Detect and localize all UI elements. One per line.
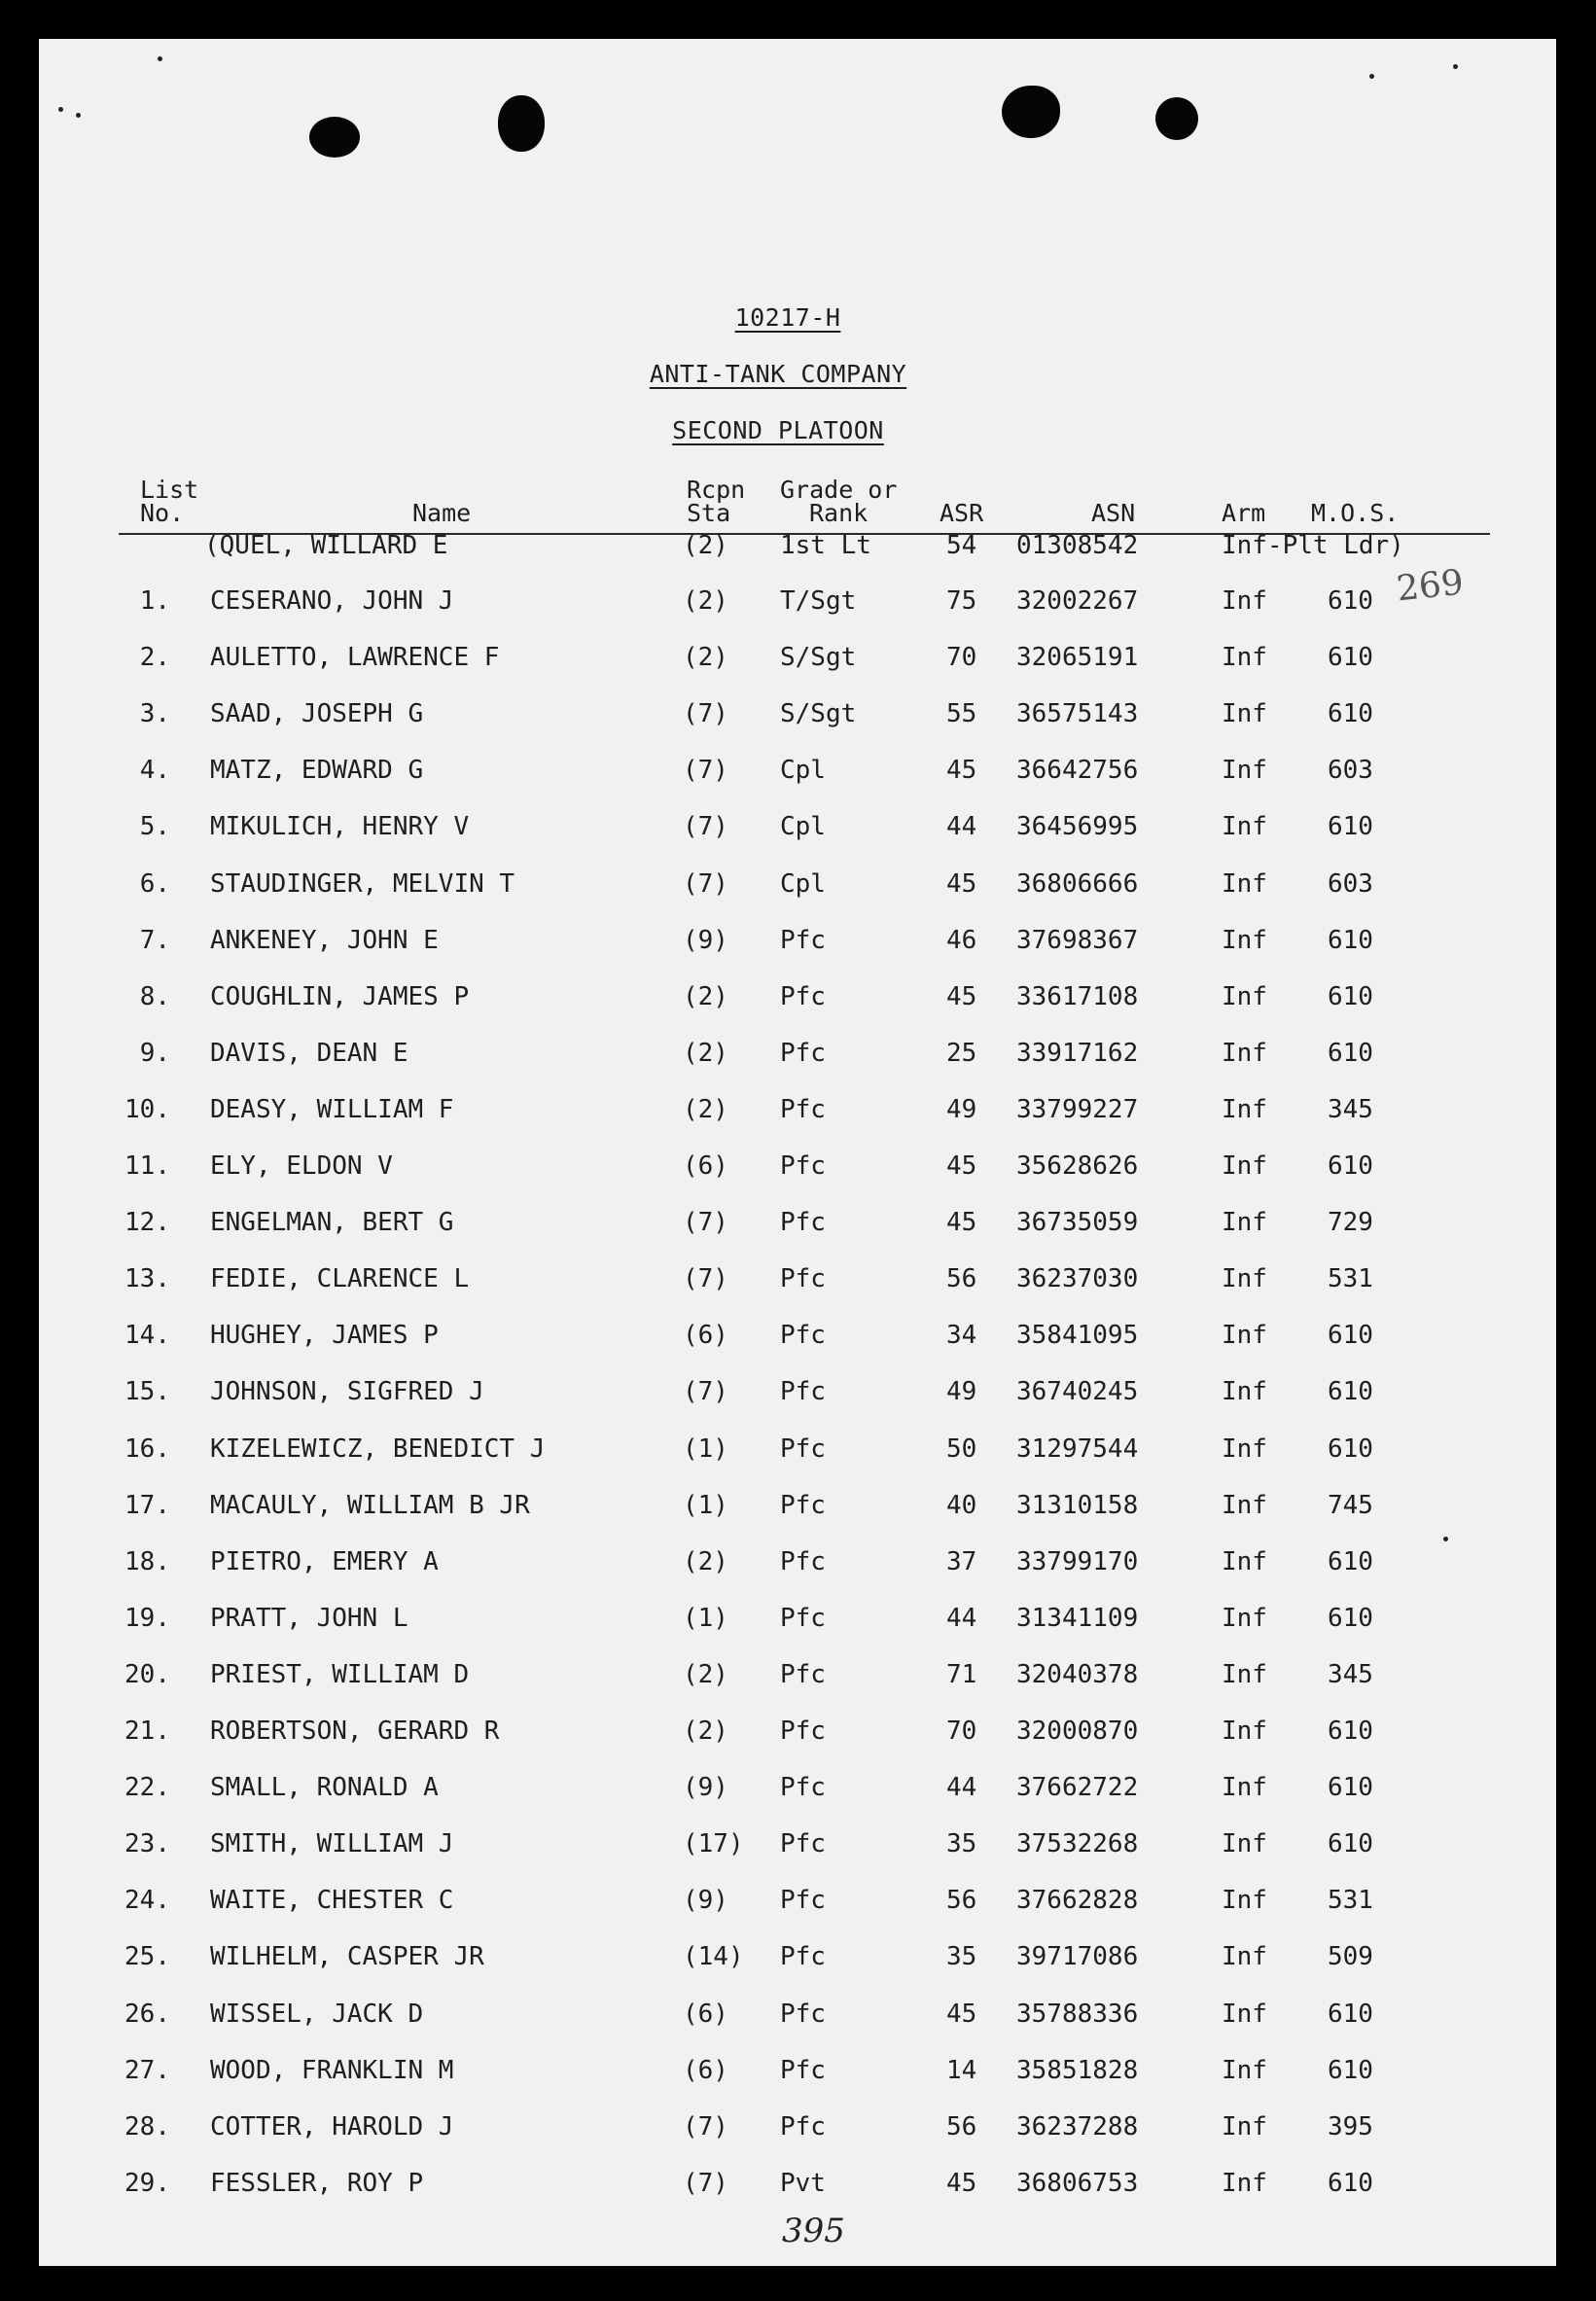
- table-row: [39, 2056, 1556, 2101]
- asr-score: 46: [946, 925, 977, 955]
- reception-station: (6): [683, 1999, 728, 2029]
- row-number: 7.: [139, 925, 170, 955]
- mos-code: 610: [1328, 643, 1373, 673]
- table-row: [39, 1829, 1556, 1874]
- table-row: [39, 586, 1556, 631]
- soldier-name: STAUDINGER, MELVIN T: [210, 868, 515, 899]
- asr-score: 45: [946, 756, 977, 786]
- soldier-name: MACAULY, WILLIAM B JR: [210, 1490, 530, 1520]
- soldier-name: JOHNSON, SIGFRED J: [210, 1377, 484, 1407]
- soldier-name: CESERANO, JOHN J: [210, 586, 454, 616]
- soldier-name: SMITH, WILLIAM J: [210, 1829, 454, 1859]
- table-row: [39, 1660, 1556, 1705]
- grade-rank: Pfc: [780, 1546, 826, 1576]
- asr-score: 50: [946, 1434, 977, 1464]
- army-serial-number: 33799227: [1016, 1094, 1139, 1124]
- row-number: 29.: [124, 2168, 170, 2198]
- mos-code: 610: [1328, 1717, 1373, 1746]
- row-number: 2.: [139, 643, 170, 673]
- column-header-asn: ASN: [1091, 499, 1136, 527]
- arm-of-service: Inf: [1222, 1321, 1267, 1351]
- asr-score: 37: [946, 1546, 977, 1576]
- grade-rank: Pfc: [780, 925, 826, 955]
- army-serial-number: 36735059: [1016, 1208, 1139, 1238]
- mos-code: 610: [1328, 925, 1373, 955]
- army-serial-number: 36806666: [1016, 868, 1139, 899]
- grade-rank: Pfc: [780, 1603, 826, 1633]
- grade-rank: Pfc: [780, 1434, 826, 1464]
- arm-of-service: Inf: [1222, 1094, 1267, 1124]
- asr-score: 70: [946, 1717, 977, 1746]
- soldier-name: PIETRO, EMERY A: [210, 1546, 439, 1576]
- row-number: 28.: [124, 2111, 170, 2142]
- soldier-name: SAAD, JOSEPH G: [210, 699, 424, 729]
- grade-rank: Cpl: [780, 868, 826, 899]
- soldier-name: HUGHEY, JAMES P: [210, 1321, 439, 1351]
- row-number: 3.: [139, 699, 170, 729]
- officer-name: (QUEL, WILLARD E: [204, 531, 448, 560]
- reception-station: (2): [683, 1038, 728, 1068]
- row-number: 19.: [124, 1603, 170, 1633]
- officer-asn: 01308542: [1016, 531, 1139, 560]
- mos-code: 345: [1328, 1659, 1373, 1689]
- arm-of-service: Inf: [1222, 756, 1267, 786]
- row-number: 9.: [139, 1038, 170, 1068]
- reception-station: (9): [683, 1886, 728, 1916]
- reception-station: (7): [683, 812, 728, 842]
- table-row: [39, 1886, 1556, 1930]
- army-serial-number: 36740245: [1016, 1377, 1139, 1407]
- row-number: 22.: [124, 1773, 170, 1803]
- row-number: 10.: [124, 1094, 170, 1124]
- soldier-name: ELY, ELDON V: [210, 1151, 393, 1181]
- arm-of-service: Inf: [1222, 2055, 1267, 2085]
- army-serial-number: 31297544: [1016, 1434, 1139, 1464]
- asr-score: 35: [946, 1829, 977, 1859]
- row-number: 11.: [124, 1151, 170, 1181]
- arm-of-service: Inf: [1222, 643, 1267, 673]
- row-number: 4.: [139, 756, 170, 786]
- table-row: [39, 1717, 1556, 1761]
- army-serial-number: 31310158: [1016, 1490, 1139, 1520]
- table-row: [39, 926, 1556, 971]
- reception-station: (2): [683, 1546, 728, 1576]
- army-serial-number: 35628626: [1016, 1151, 1139, 1181]
- arm-of-service: Inf: [1222, 2111, 1267, 2142]
- soldier-name: WAITE, CHESTER C: [210, 1886, 454, 1916]
- table-row: [39, 1491, 1556, 1536]
- reception-station: (7): [683, 1264, 728, 1294]
- soldier-name: WILHELM, CASPER JR: [210, 1942, 484, 1972]
- table-row: [39, 1434, 1556, 1479]
- row-number: 26.: [124, 1999, 170, 2029]
- army-serial-number: 36456995: [1016, 812, 1139, 842]
- reception-station: (2): [683, 643, 728, 673]
- reception-station: (9): [683, 1773, 728, 1803]
- soldier-name: PRIEST, WILLIAM D: [210, 1659, 470, 1689]
- soldier-name: KIZELEWICZ, BENEDICT J: [210, 1434, 546, 1464]
- reception-station: (1): [683, 1434, 728, 1464]
- arm-of-service: Inf: [1222, 1659, 1267, 1689]
- reception-station: (7): [683, 2168, 728, 2198]
- officer-station: (2): [683, 531, 728, 560]
- mos-code: 610: [1328, 699, 1373, 729]
- army-serial-number: 36642756: [1016, 756, 1139, 786]
- army-serial-number: 35788336: [1016, 1999, 1139, 2029]
- asr-score: 70: [946, 643, 977, 673]
- army-serial-number: 36237288: [1016, 2111, 1139, 2142]
- asr-score: 35: [946, 1942, 977, 1972]
- row-number: 21.: [124, 1717, 170, 1746]
- reception-station: (7): [683, 699, 728, 729]
- mos-code: 610: [1328, 1829, 1373, 1859]
- grade-rank: Pvt: [780, 2168, 826, 2198]
- document-page: [39, 39, 1556, 2266]
- reception-station: (7): [683, 756, 728, 786]
- asr-score: 56: [946, 1886, 977, 1916]
- row-number: 23.: [124, 1829, 170, 1859]
- army-serial-number: 39717086: [1016, 1942, 1139, 1972]
- asr-score: 56: [946, 2111, 977, 2142]
- arm-of-service: Inf: [1222, 1208, 1267, 1238]
- table-row: [39, 1208, 1556, 1253]
- army-serial-number: 31341109: [1016, 1603, 1139, 1633]
- arm-of-service: Inf: [1222, 1829, 1267, 1859]
- asr-score: 25: [946, 1038, 977, 1068]
- reception-station: (7): [683, 1377, 728, 1407]
- arm-of-service: Inf: [1222, 1942, 1267, 1972]
- row-number: 6.: [139, 868, 170, 899]
- officer-asr: 54: [946, 531, 977, 560]
- arm-of-service: Inf: [1222, 981, 1267, 1011]
- row-number: 14.: [124, 1321, 170, 1351]
- row-number: 13.: [124, 1264, 170, 1294]
- asr-score: 40: [946, 1490, 977, 1520]
- asr-score: 49: [946, 1377, 977, 1407]
- reception-station: (2): [683, 1717, 728, 1746]
- mos-code: 610: [1328, 2055, 1373, 2085]
- mos-code: 729: [1328, 1208, 1373, 1238]
- grade-rank: Pfc: [780, 1886, 826, 1916]
- grade-rank: Pfc: [780, 1829, 826, 1859]
- arm-of-service: Inf: [1222, 1264, 1267, 1294]
- army-serial-number: 32002267: [1016, 586, 1139, 616]
- asr-score: 44: [946, 1603, 977, 1633]
- reception-station: (14): [683, 1942, 744, 1972]
- officer-role: Inf-Plt Ldr): [1222, 531, 1404, 560]
- roster-table: [39, 39, 1556, 2266]
- asr-score: 71: [946, 1659, 977, 1689]
- army-serial-number: 33799170: [1016, 1546, 1139, 1576]
- grade-rank: Cpl: [780, 812, 826, 842]
- grade-rank: Pfc: [780, 1264, 826, 1294]
- column-header-rank: Grade or Rank: [780, 476, 898, 527]
- arm-of-service: Inf: [1222, 1999, 1267, 2029]
- asr-score: 45: [946, 1151, 977, 1181]
- column-header-arm: Arm: [1222, 499, 1266, 527]
- reception-station: (7): [683, 1208, 728, 1238]
- arm-of-service: Inf: [1222, 1717, 1267, 1746]
- mos-code: 610: [1328, 1038, 1373, 1068]
- soldier-name: MATZ, EDWARD G: [210, 756, 424, 786]
- mos-code: 610: [1328, 1321, 1373, 1351]
- mos-code: 610: [1328, 1603, 1373, 1633]
- mos-code: 610: [1328, 1999, 1373, 2029]
- company-title: ANTI-TANK COMPANY: [649, 360, 907, 388]
- army-serial-number: 35841095: [1016, 1321, 1139, 1351]
- army-serial-number: 36575143: [1016, 699, 1139, 729]
- table-row: [39, 1604, 1556, 1648]
- arm-of-service: Inf: [1222, 925, 1267, 955]
- table-row: [39, 1264, 1556, 1309]
- asr-score: 44: [946, 1773, 977, 1803]
- asr-score: 45: [946, 981, 977, 1011]
- column-header-asr: ASR: [940, 499, 984, 527]
- soldier-name: AULETTO, LAWRENCE F: [210, 643, 500, 673]
- grade-rank: Pfc: [780, 1490, 826, 1520]
- column-header-reception-station: Rcpn Sta: [687, 476, 746, 527]
- asr-score: 75: [946, 586, 977, 616]
- arm-of-service: Inf: [1222, 812, 1267, 842]
- arm-of-service: Inf: [1222, 699, 1267, 729]
- reception-station: (2): [683, 981, 728, 1011]
- table-row: [39, 2112, 1556, 2157]
- mos-code: 603: [1328, 756, 1373, 786]
- document-reference: 10217-H: [734, 303, 841, 332]
- table-row: [39, 1321, 1556, 1365]
- grade-rank: S/Sgt: [780, 699, 857, 729]
- officer-rank: 1st Lt: [780, 531, 871, 560]
- soldier-name: ENGELMAN, BERT G: [210, 1208, 454, 1238]
- grade-rank: Pfc: [780, 1151, 826, 1181]
- row-number: 17.: [124, 1490, 170, 1520]
- asr-score: 44: [946, 812, 977, 842]
- mos-code: 610: [1328, 586, 1373, 616]
- grade-rank: Pfc: [780, 1094, 826, 1124]
- arm-of-service: Inf: [1222, 868, 1267, 899]
- table-row: [39, 1942, 1556, 1987]
- mos-code: 610: [1328, 1773, 1373, 1803]
- row-number: 25.: [124, 1942, 170, 1972]
- mos-code: 531: [1328, 1264, 1373, 1294]
- arm-of-service: Inf: [1222, 1434, 1267, 1464]
- army-serial-number: 35851828: [1016, 2055, 1139, 2085]
- arm-of-service: Inf: [1222, 586, 1267, 616]
- soldier-name: PRATT, JOHN L: [210, 1603, 408, 1633]
- soldier-name: DEASY, WILLIAM F: [210, 1094, 454, 1124]
- grade-rank: T/Sgt: [780, 586, 857, 616]
- grade-rank: Pfc: [780, 1659, 826, 1689]
- mos-code: 345: [1328, 1094, 1373, 1124]
- asr-score: 45: [946, 1999, 977, 2029]
- grade-rank: Cpl: [780, 756, 826, 786]
- table-row: [39, 2169, 1556, 2213]
- grade-rank: Pfc: [780, 1999, 826, 2029]
- grade-rank: Pfc: [780, 2055, 826, 2085]
- reception-station: (7): [683, 2111, 728, 2142]
- reception-station: (6): [683, 1321, 728, 1351]
- handwritten-note: 395: [782, 2212, 845, 2250]
- grade-rank: Pfc: [780, 1377, 826, 1407]
- mos-code: 603: [1328, 868, 1373, 899]
- row-number: 5.: [139, 812, 170, 842]
- soldier-name: COTTER, HAROLD J: [210, 2111, 454, 2142]
- table-row: [39, 869, 1556, 914]
- grade-rank: Pfc: [780, 1942, 826, 1972]
- army-serial-number: 37662722: [1016, 1773, 1139, 1803]
- army-serial-number: 37662828: [1016, 1886, 1139, 1916]
- row-number: 20.: [124, 1659, 170, 1689]
- arm-of-service: Inf: [1222, 1151, 1267, 1181]
- mos-code: 610: [1328, 2168, 1373, 2198]
- soldier-name: SMALL, RONALD A: [210, 1773, 439, 1803]
- army-serial-number: 36237030: [1016, 1264, 1139, 1294]
- arm-of-service: Inf: [1222, 1377, 1267, 1407]
- asr-score: 45: [946, 1208, 977, 1238]
- reception-station: (1): [683, 1603, 728, 1633]
- army-serial-number: 36806753: [1016, 2168, 1139, 2198]
- grade-rank: Pfc: [780, 1208, 826, 1238]
- table-row: [39, 812, 1556, 857]
- column-header-list: List No.: [140, 476, 199, 527]
- grade-rank: S/Sgt: [780, 643, 857, 673]
- mos-code: 610: [1328, 1546, 1373, 1576]
- row-number: 16.: [124, 1434, 170, 1464]
- table-row: [39, 982, 1556, 1027]
- grade-rank: Pfc: [780, 1321, 826, 1351]
- asr-score: 34: [946, 1321, 977, 1351]
- table-row: [39, 1773, 1556, 1818]
- reception-station: (2): [683, 1094, 728, 1124]
- arm-of-service: Inf: [1222, 1490, 1267, 1520]
- row-number: 12.: [124, 1208, 170, 1238]
- army-serial-number: 37698367: [1016, 925, 1139, 955]
- table-row: [39, 1547, 1556, 1592]
- arm-of-service: Inf: [1222, 1603, 1267, 1633]
- army-serial-number: 32065191: [1016, 643, 1139, 673]
- reception-station: (1): [683, 1490, 728, 1520]
- grade-rank: Pfc: [780, 1038, 826, 1068]
- reception-station: (7): [683, 868, 728, 899]
- army-serial-number: 37532268: [1016, 1829, 1139, 1859]
- arm-of-service: Inf: [1222, 2168, 1267, 2198]
- army-serial-number: 33917162: [1016, 1038, 1139, 1068]
- mos-code: 745: [1328, 1490, 1373, 1520]
- table-row: [39, 756, 1556, 800]
- asr-score: 45: [946, 868, 977, 899]
- asr-score: 56: [946, 1264, 977, 1294]
- reception-station: (6): [683, 2055, 728, 2085]
- table-row: [39, 1095, 1556, 1140]
- soldier-name: FEDIE, CLARENCE L: [210, 1264, 470, 1294]
- row-number: 27.: [124, 2055, 170, 2085]
- reception-station: (6): [683, 1151, 728, 1181]
- soldier-name: WISSEL, JACK D: [210, 1999, 424, 2029]
- platoon-title: SECOND PLATOON: [672, 416, 884, 444]
- soldier-name: MIKULICH, HENRY V: [210, 812, 470, 842]
- table-row: [39, 643, 1556, 688]
- arm-of-service: Inf: [1222, 1773, 1267, 1803]
- table-row: [39, 1151, 1556, 1196]
- mos-code: 610: [1328, 1151, 1373, 1181]
- soldier-name: DAVIS, DEAN E: [210, 1038, 408, 1068]
- mos-code: 610: [1328, 1377, 1373, 1407]
- army-serial-number: 32040378: [1016, 1659, 1139, 1689]
- row-number: 8.: [139, 981, 170, 1011]
- table-row: [39, 1377, 1556, 1422]
- arm-of-service: Inf: [1222, 1886, 1267, 1916]
- mos-code: 610: [1328, 812, 1373, 842]
- row-number: 18.: [124, 1546, 170, 1576]
- row-number: 24.: [124, 1886, 170, 1916]
- mos-code: 610: [1328, 981, 1373, 1011]
- handwritten-page-number: 269: [1395, 562, 1466, 610]
- table-row: [39, 699, 1556, 744]
- mos-code: 531: [1328, 1886, 1373, 1916]
- table-row: [39, 2000, 1556, 2044]
- table-row: [39, 1039, 1556, 1083]
- reception-station: (2): [683, 1659, 728, 1689]
- asr-score: 55: [946, 699, 977, 729]
- asr-score: 49: [946, 1094, 977, 1124]
- row-number: 1.: [139, 586, 170, 616]
- grade-rank: Pfc: [780, 981, 826, 1011]
- reception-station: (9): [683, 925, 728, 955]
- asr-score: 14: [946, 2055, 977, 2085]
- column-header-name: Name: [412, 499, 472, 527]
- soldier-name: ANKENEY, JOHN E: [210, 925, 439, 955]
- arm-of-service: Inf: [1222, 1546, 1267, 1576]
- soldier-name: ROBERTSON, GERARD R: [210, 1717, 500, 1746]
- mos-code: 610: [1328, 1434, 1373, 1464]
- soldier-name: COUGHLIN, JAMES P: [210, 981, 470, 1011]
- arm-of-service: Inf: [1222, 1038, 1267, 1068]
- column-header-mos: M.O.S.: [1311, 499, 1400, 527]
- reception-station: (17): [683, 1829, 744, 1859]
- grade-rank: Pfc: [780, 1773, 826, 1803]
- soldier-name: FESSLER, ROY P: [210, 2168, 424, 2198]
- grade-rank: Pfc: [780, 1717, 826, 1746]
- reception-station: (2): [683, 586, 728, 616]
- mos-code: 509: [1328, 1942, 1373, 1972]
- grade-rank: Pfc: [780, 2111, 826, 2142]
- soldier-name: WOOD, FRANKLIN M: [210, 2055, 454, 2085]
- asr-score: 45: [946, 2168, 977, 2198]
- mos-code: 395: [1328, 2111, 1373, 2142]
- army-serial-number: 32000870: [1016, 1717, 1139, 1746]
- army-serial-number: 33617108: [1016, 981, 1139, 1011]
- row-number: 15.: [124, 1377, 170, 1407]
